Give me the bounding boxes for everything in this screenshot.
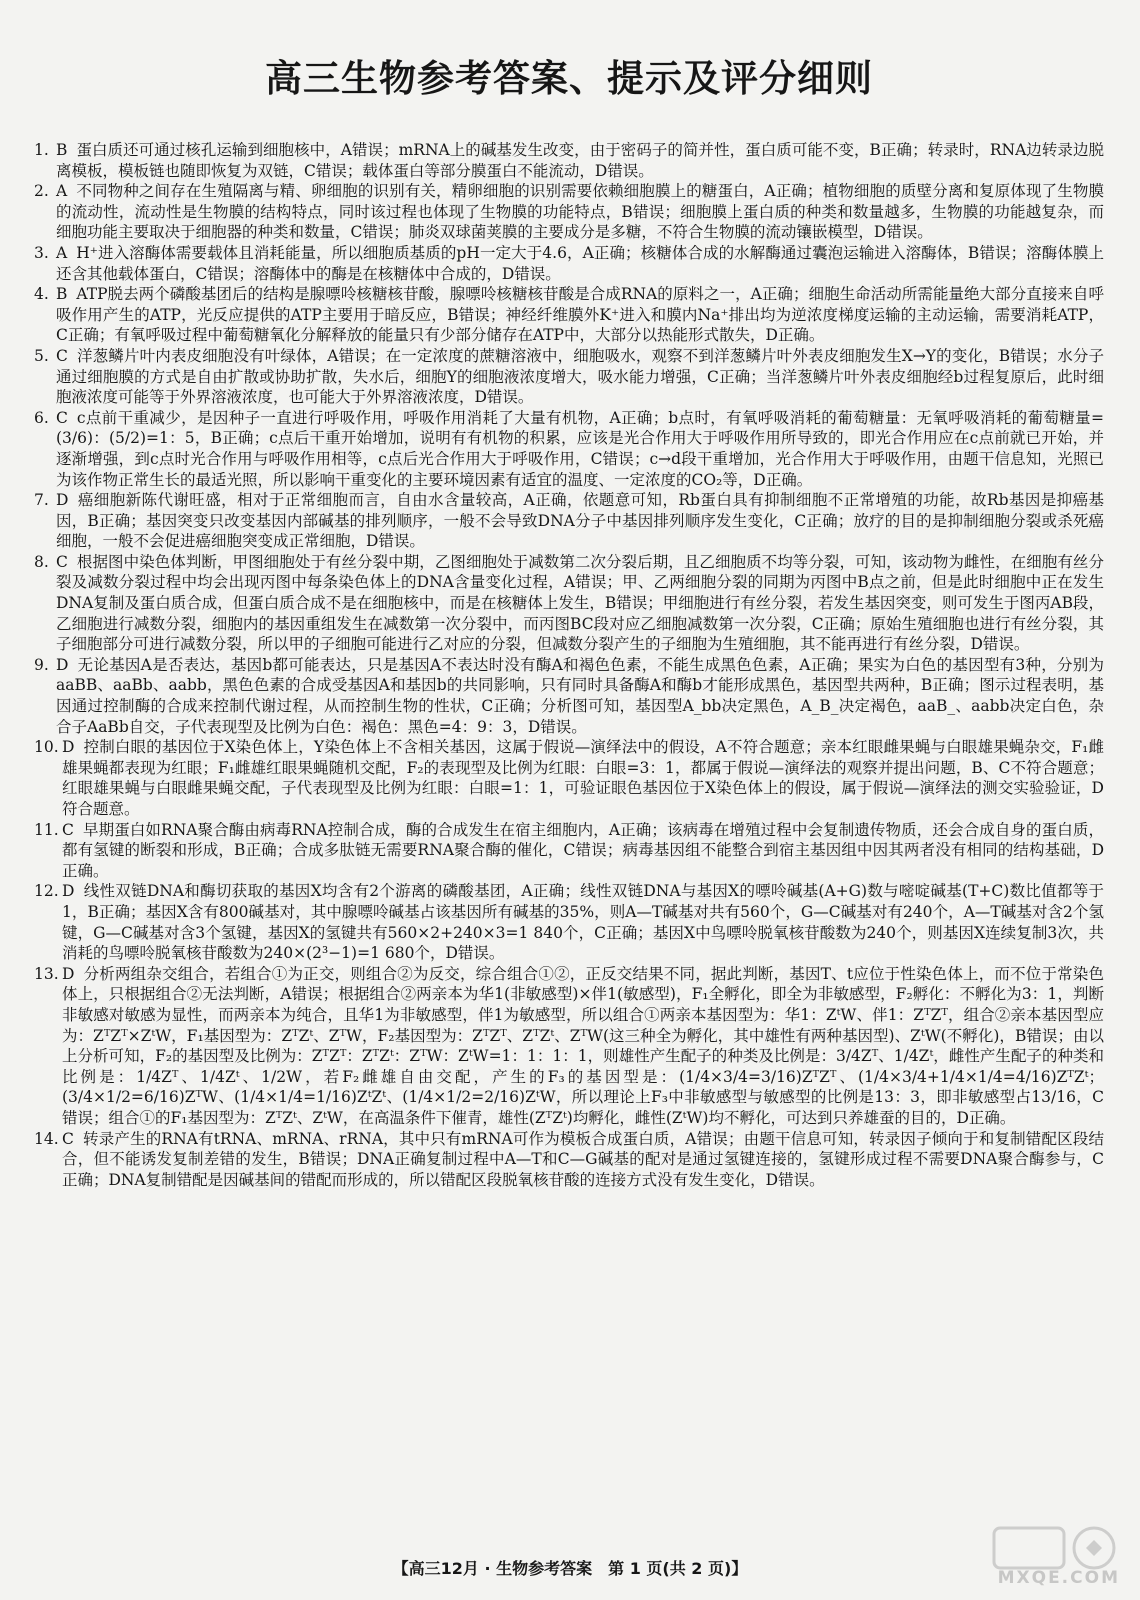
answer-explanation: 洋葱鳞片叶内表皮细胞没有叶绿体，A错误；在一定浓度的蔗糖溶液中，细胞吸水，观察不到洋葱鳞片叶外表皮细胞发生X→Y的变化，B错误；水分子通过细胞膜的方式是自由扩散或协助扩散，失水后，细胞Y的细胞液浓度增大，吸水能力增强，C正确；当洋葱鳞片叶外表皮细胞经b过程复原后，此时细胞液浓度可能等于外界溶液浓度，也可能大于外界溶液浓度，D错误。 (56, 346, 1104, 407)
answer-choice: D (62, 964, 75, 983)
answer-number: 11. (34, 820, 59, 839)
answer-item (34, 284, 1104, 346)
answer-item (34, 820, 1104, 882)
page-footer: 【高三12月 · 生物参考答案 第 1 页(共 2 页)】 (392, 1559, 748, 1578)
answer-choice: A (56, 182, 68, 201)
answer-number: 6. (34, 408, 49, 427)
answer-number: 14. (34, 1129, 59, 1148)
answer-number: 2. (34, 182, 49, 201)
answer-explanation: 无论基因A是否表达，基因b都可能表达，只是基因A不表达时没有酶A和褐色色素，不能生成黑色色素，A正确；果实为白色的基因型有3种，分别为aaBB、aaBb、aabb，黑色色素的合成受基因A和基因b的共同影响，只有同时具备酶A和酶b才能形成黑色，基因型共两种，B正确；图示过程表明，基因通过控制酶的合成来控制代谢过程，从而控制生物的性状，C正确；分析图可知，基因型A_bb决定黑色，A_B_决定褐色，aaB_、aabb决定白色，杂合子AaBb自交，子代表现型及比例为白色：褐色：黑色=4：9：3，D错误。 (56, 655, 1104, 736)
answer-item (34, 552, 1104, 655)
answer-number: 7. (34, 491, 49, 510)
answer-item (34, 346, 1104, 408)
answer-item (34, 408, 1104, 490)
answer-choice: D (62, 738, 75, 757)
answer-choice: C (62, 820, 74, 839)
answer-explanation: 根据图中染色体判断，甲图细胞处于有丝分裂中期，乙图细胞处于减数第二次分裂后期，且乙细胞质不均等分裂，可知，该动物为雌性，在细胞有丝分裂及减数分裂过程中均会出现丙图中每条染色体上的DNA含量变化过程，A错误；甲、乙两细胞分裂的同期为丙图中B点之前，但是此时细胞中正在发生DNA复制及蛋白质合成，但蛋白质合成不是在细胞核中，而是在核糖体上发生，B错误；甲细胞进行有丝分裂，若发生基因突变，则可发生于图丙AB段，乙细胞进行减数分裂，细胞内的基因重组发生在减数第一次分裂中，而丙图BC段对应乙细胞减数第一次分裂，C正确；原始生殖细胞也进行有丝分裂，其子细胞部分可进行减数分裂，所以甲的子细胞可能进行乙对应的分裂，但减数分裂产生的子细胞为生殖细胞，其不能再进行有丝分裂，D错误。 (56, 552, 1104, 654)
answer-item (34, 490, 1104, 552)
answer-number: 5. (34, 346, 49, 365)
watermark-text: MXQE.COM (997, 1568, 1120, 1588)
answer-item (34, 1129, 1104, 1191)
answer-choice: A (56, 243, 68, 262)
answer-number: 1. (34, 141, 49, 159)
answer-explanation: 分析两组杂交组合，若组合①为正交，则组合②为反交，综合组合①②，正反交结果不同，据此判断，基因T、t应位于性染色体上，而不位于常染色体上，只根据组合②无法判断，A错误；根据组合②两亲本为华1(非敏感型)×伴1(敏感型)，F₁全孵化，即全为非敏感型，F₂孵化：不孵化为3：1，判断非敏感对敏感为显性，而两亲本为纯合，且华1为非敏感型，伴1为敏感型，所以组合①两亲本基因型为：华1：ZᵗW、伴1：ZᵀZᵀ，组合②亲本基因型应为：ZᵀZᵀ×ZᵗW，F₁基因型为：ZᵀZᵗ、ZᵀW，F₂基因型为：ZᵀZᵀ、ZᵀZᵗ、ZᵀW(这三种全为孵化，其中雄性有两种基因型)、ZᵗW(不孵化)，B错误；由以上分析可知，F₂的基因型及比例为：ZᵀZᵀ：ZᵀZᵗ：ZᵀW：ZᵗW=1：1：1：1，则雄性产生配子的种类及比例是：3/4Zᵀ、1/4Zᵗ，雌性产生配子的种类和比例是：1/4Zᵀ、1/4Zᵗ、1/2W，若F₂雌雄自由交配，产生的F₃的基因型是：(1/4×3/4=3/16)ZᵀZᵀ、(1/4×3/4+1/4×1/4=4/16)ZᵀZᵗ；(3/4×1/2=6/16)ZᵀW、(1/4×1/4=1/16)ZᵗZᵗ、(1/4×1/2=2/16)ZᵗW，所以理论上F₃中非敏感型与敏感型的比例是13：3，即非敏感型占13/16，C错误；组合①的F₁基因型为：ZᵀZᵗ、ZᵗW，在高温条件下催青，雄性(ZᵀZᵗ)均孵化，雌性(ZᵗW)均不孵化，可达到只养雄蚕的目的，D正确。 (62, 964, 1104, 1127)
answer-item (34, 737, 1104, 819)
answer-choice: D (62, 882, 75, 901)
answer-item (34, 881, 1104, 963)
answer-number: 9. (34, 655, 49, 674)
answer-explanation: H⁺进入溶酶体需要载体且消耗能量，所以细胞质基质的pH一定大于4.6，A正确；核糖体合成的水解酶通过囊泡运输进入溶酶体，B错误；溶酶体膜上还含其他载体蛋白，C错误；溶酶体中的酶是在核糖体中合成的，D错误。 (56, 243, 1104, 283)
answer-item (34, 140, 1104, 181)
answer-explanation: 控制白眼的基因位于X染色体上，Y染色体上不含相关基因，这属于假说—演绎法中的假设，A不符合题意；亲本红眼雌果蝇与白眼雄果蝇杂交，F₁雌雄果蝇都表现为红眼；F₁雌雄红眼果蝇随机交配，F₂的表现型及比例为红眼：白眼=3：1，都属于假说—演绎法的观察并提出问题，B、C不符合题意；红眼雄果蝇与白眼雌果蝇交配，子代表现型及比例为红眼：白眼=1：1，可验证眼色基因位于X染色体上的假设，属于假说—演绎法的测交实验验证，D符合题意。 (62, 738, 1104, 818)
answer-number: 8. (34, 552, 49, 571)
answer-explanation: 线性双链DNA和酶切获取的基因X均含有2个游离的磷酸基团，A正确；线性双链DNA与基因X的嘌呤碱基(A+G)数与嘧啶碱基(T+C)数比值都等于1，B正确；基因X含有800碱基对，其中腺嘌呤碱基占该基因所有碱基的35%，则A—T碱基对共有560个，G—C碱基对有240个，A—T碱基对含2个氢键，G—C碱基对含3个氢键，基因X的氢键共有560×2+240×3=1 840个，C正确；基因X中鸟嘌呤脱氧核苷酸数为240个，则基因X连续复制3次，共消耗的鸟嘌呤脱氧核苷酸数为240×(2³−1)=1 680个，D错误。 (62, 882, 1104, 963)
answer-choice: D (56, 491, 69, 510)
answer-explanation: 不同物种之间存在生殖隔离与精、卵细胞的识别有关，精卵细胞的识别需要依赖细胞膜上的糖蛋白，A正确；植物细胞的质壁分离和复原体现了生物膜的流动性，流动性是生物膜的结构特点，同时该过程也体现了生物膜的功能特点，B错误；细胞膜上蛋白质的种类和数量越多，生物膜的功能越复杂，而细胞功能主要取决于细胞器的种类和数量，C错误；肺炎双球菌荚膜的主要成分是多糖，不符合生物膜的流动镶嵌模型，D错误。 (56, 182, 1104, 242)
answer-item (34, 181, 1104, 243)
answer-explanation: 转录产生的RNA有tRNA、mRNA、rRNA，其中只有mRNA可作为模板合成蛋白质，A错误；由题干信息可知，转录因子倾向于和复制错配区段结合，但不能诱发复制差错的发生，B错误；DNA正确复制过程中A—T和C—G碱基的配对是通过氢键连接的，氢键形成过程不需要DNA聚合酶参与，C正确；DNA复制错配是因碱基间的错配而形成的，所以错配区段脱氧核苷酸的连接方式没有发生变化，D错误。 (62, 1129, 1104, 1189)
answer-item (34, 964, 1104, 1129)
answer-list (34, 140, 1104, 1190)
answer-explanation: 早期蛋白如RNA聚合酶由病毒RNA控制合成，酶的合成发生在宿主细胞内，A正确；该病毒在增殖过程中会复制遗传物质，还会合成自身的蛋白质，都有氢键的断裂和形成，B正确；合成多肽链无需要RNA聚合酶的催化，C错误；病毒基因组不能整合到宿主基因组中因其两者没有相同的结构基础，D正确。 (62, 820, 1104, 880)
answer-choice: B (56, 141, 68, 159)
answer-number: 10. (34, 738, 59, 757)
answer-item (34, 655, 1104, 737)
answer-choice: B (56, 285, 68, 304)
answer-explanation: c点前干重减少，是因种子一直进行呼吸作用，呼吸作用消耗了大量有机物，A正确；b点时，有氧呼吸消耗的葡萄糖量：无氧呼吸消耗的葡萄糖量=(3/6)：(5/2)=1：5，B正确；c点后干重开始增加，说明有有机物的积累，应该是光合作用大于呼吸作用所导致的，即光合作用应在c点前就已开始，并逐渐增强，到c点时光合作用与呼吸作用相等，c点后光合作用大于呼吸作用，C错误；c→d段干重增加，光合作用大于呼吸作用，由题干信息知，光照已为该作物正常生长的最适光照，所以影响干重变化的主要环境因素有适宜的温度、一定浓度的CO₂等，D正确。 (56, 408, 1104, 489)
answer-number: 3. (34, 243, 49, 262)
answer-number: 4. (34, 285, 49, 304)
answer-explanation: ATP脱去两个磷酸基团后的结构是腺嘌呤核糖核苷酸，腺嘌呤核糖核苷酸是合成RNA的原料之一，A正确；细胞生命活动所需能量绝大部分直接来自呼吸作用产生的ATP，光反应提供的ATP主要用于暗反应，B错误；神经纤维膜外K⁺进入和膜内Na⁺排出均为逆浓度梯度运输的主动运输，需要消耗ATP，C正确；有氧呼吸过程中葡萄糖氧化分解释放的能量只有少部分储存在ATP中，大部分以热能形式散失，D正确。 (56, 285, 1104, 345)
answer-choice: C (56, 552, 68, 571)
answer-explanation: 蛋白质还可通过核孔运输到细胞核中，A错误；mRNA上的碱基发生改变，由于密码子的简并性，蛋白质可能不变，B正确；转录时，RNA边转录边脱离模板，模板链也随即恢复为双链，C错误；载体蛋白等部分膜蛋白不能流动，D错误。 (56, 141, 1104, 180)
answer-item (34, 243, 1104, 284)
page-title: 高三生物参考答案、提示及评分细则 (265, 57, 873, 100)
answer-number: 13. (34, 964, 59, 983)
answer-choice: C (62, 1129, 74, 1148)
answer-choice: C (56, 408, 68, 427)
answer-choice: D (56, 655, 69, 674)
watermark-logo (986, 1524, 1126, 1590)
answer-number: 12. (34, 882, 59, 901)
answer-choice: C (56, 346, 68, 365)
answer-explanation: 癌细胞新陈代谢旺盛，相对于正常细胞而言，自由水含量较高，A正确，依题意可知，Rb蛋白具有抑制细胞不正常增殖的功能，故Rb基因是抑癌基因，B正确；基因突变只改变基因内部碱基的排列顺序，一般不会导致DNA分子中基因排列顺序发生变化，C正确；放疗的目的是抑制细胞分裂或杀死癌细胞，一般不会促进癌细胞突变成正常细胞，D错误。 (56, 491, 1104, 551)
